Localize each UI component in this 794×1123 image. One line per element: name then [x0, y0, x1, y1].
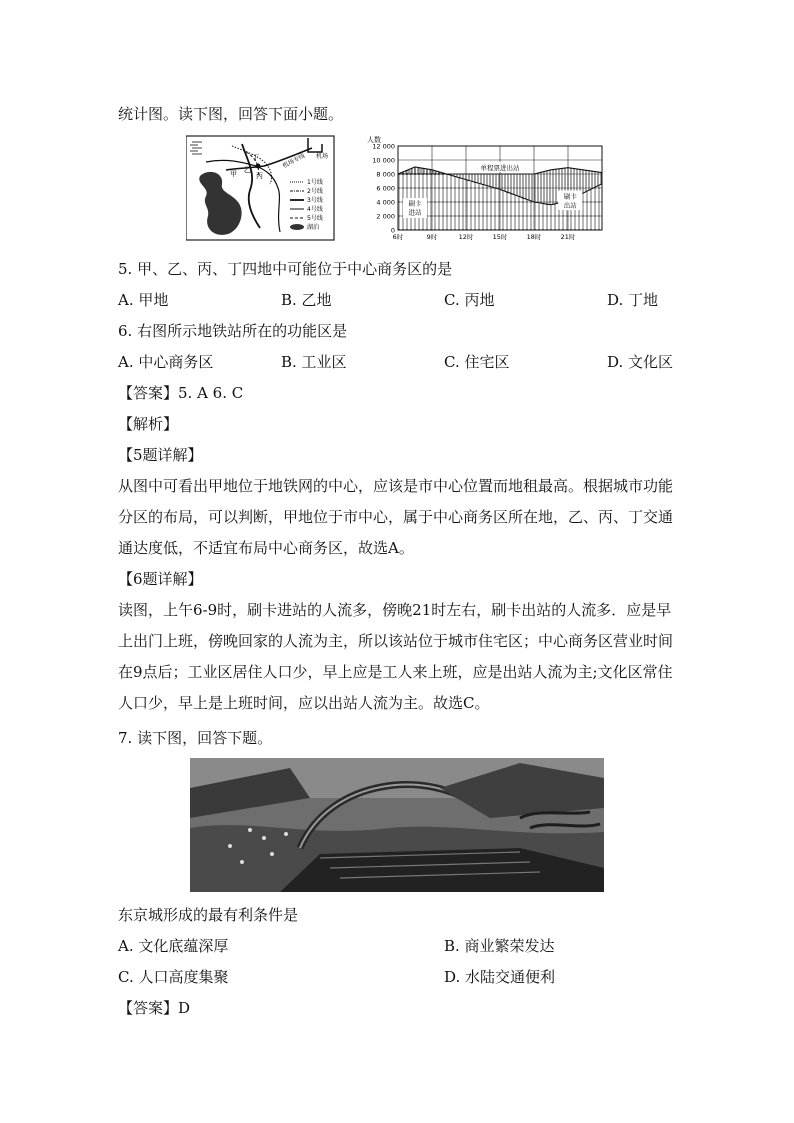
annotation-label: 刷卡	[408, 199, 422, 208]
y-tick-label: 0	[390, 226, 395, 235]
y-tick-label: 10 000	[372, 156, 395, 165]
intro-text: 统计图。读下图，回答下面小题。	[118, 105, 344, 123]
legend-lake: 湖泊	[307, 224, 320, 231]
q7-option-c: C. 人口高度集聚	[118, 968, 229, 986]
q7-intro: 7. 读下图，回答下题。	[118, 729, 273, 747]
label-yi: 乙	[244, 166, 251, 174]
q6-option-a: A. 中心商务区	[118, 353, 214, 371]
q6-option-b: B. 工业区	[281, 353, 347, 371]
q5-option-a: A. 甲地	[118, 291, 169, 309]
q7-option-d: D. 水陆交通便利	[444, 968, 556, 986]
y-tick-label: 4 000	[376, 198, 395, 207]
y-tick-label: 2 000	[376, 212, 395, 221]
painting-image	[190, 758, 604, 892]
q5-option-c: C. 丙地	[444, 291, 495, 309]
q6-detail-title: 【6题详解】	[118, 570, 203, 588]
x-tick-label: 15时	[492, 233, 508, 241]
q7-stem: 东京城形成的最有利条件是	[118, 906, 299, 924]
legend-line1: 1号线	[307, 179, 323, 186]
y-tick-label: 8 000	[376, 170, 395, 179]
legend-line5: 5号线	[307, 215, 323, 222]
q5-detail-title: 【5题详解】	[118, 446, 203, 464]
figures	[186, 132, 606, 244]
label-bing: 丙	[256, 172, 263, 180]
q6-option-c: C. 住宅区	[444, 353, 510, 371]
x-tick-label: 18时	[526, 233, 542, 241]
legend-line4: 4号线	[307, 206, 323, 213]
y-tick-label: 12 000	[372, 142, 395, 151]
q5-detail-text: 从图中可看出甲地位于地铁网的中心，应该是市中心位置而地租最高。根据城市功能分区的布局，可以判断，甲地位于市中心，属于中心商务区所在地，乙、丙、丁交通通达度低，不适宜布局中心商务区，故选A。	[118, 477, 674, 557]
annotation-label: 刷卡	[563, 192, 577, 201]
q6-detail-text: 读图，上午6-9时，刷卡进站的人流多，傍晚21时左右，刷卡出站的人流多．应是早上出门上班，傍晚回家的人流为主，所以该站位于城市住宅区；中心商务区营业时间在9点后；工业区居住人口少，早上应是工人来上班，应是出站人流为主;文化区常住人口少，早上是上班时间，应以出站人流为主。故选C。	[118, 601, 674, 712]
q7-option-a: A. 文化底蕴深厚	[118, 937, 229, 955]
chart-ylabel: 人数	[367, 136, 381, 144]
x-tick-label: 12时	[458, 233, 474, 241]
map-legend	[286, 174, 332, 236]
answer-5-6: 【答案】5. A 6. C	[118, 384, 244, 402]
analysis-heading: 【解析】	[118, 415, 179, 433]
legend-line2: 2号线	[307, 188, 323, 195]
annotation-label: 单程票进出站	[480, 163, 520, 172]
x-tick-label: 6时	[392, 233, 404, 241]
q7-option-b: B. 商业繁荣发达	[444, 937, 555, 955]
subway-map	[186, 136, 334, 240]
chart-plot	[372, 143, 602, 242]
answer-7: 【答案】D	[118, 999, 191, 1017]
q6-stem: 6. 右图所示地铁站所在的功能区是	[118, 322, 348, 340]
q6-option-d: D. 文化区	[607, 353, 674, 371]
q5-stem: 5. 甲、乙、丙、丁四地中可能位于中心商务区的是	[118, 260, 453, 278]
q5-option-b: B. 乙地	[281, 291, 332, 309]
y-tick-label: 6 000	[376, 184, 395, 193]
label-airport-line: 机场专线	[281, 152, 307, 170]
label-airport: 机场	[316, 153, 329, 160]
label-ding: 丁	[252, 154, 259, 162]
annotation-label: 进站	[408, 208, 422, 217]
passenger-chart	[367, 135, 602, 241]
annotation-label: 出站	[563, 201, 577, 210]
label-jia: 甲	[230, 170, 237, 178]
x-tick-label: 9时	[426, 233, 438, 241]
q5-option-d: D. 丁地	[607, 291, 659, 309]
legend-line3: 3号线	[307, 197, 323, 204]
x-tick-label: 21时	[560, 233, 576, 241]
